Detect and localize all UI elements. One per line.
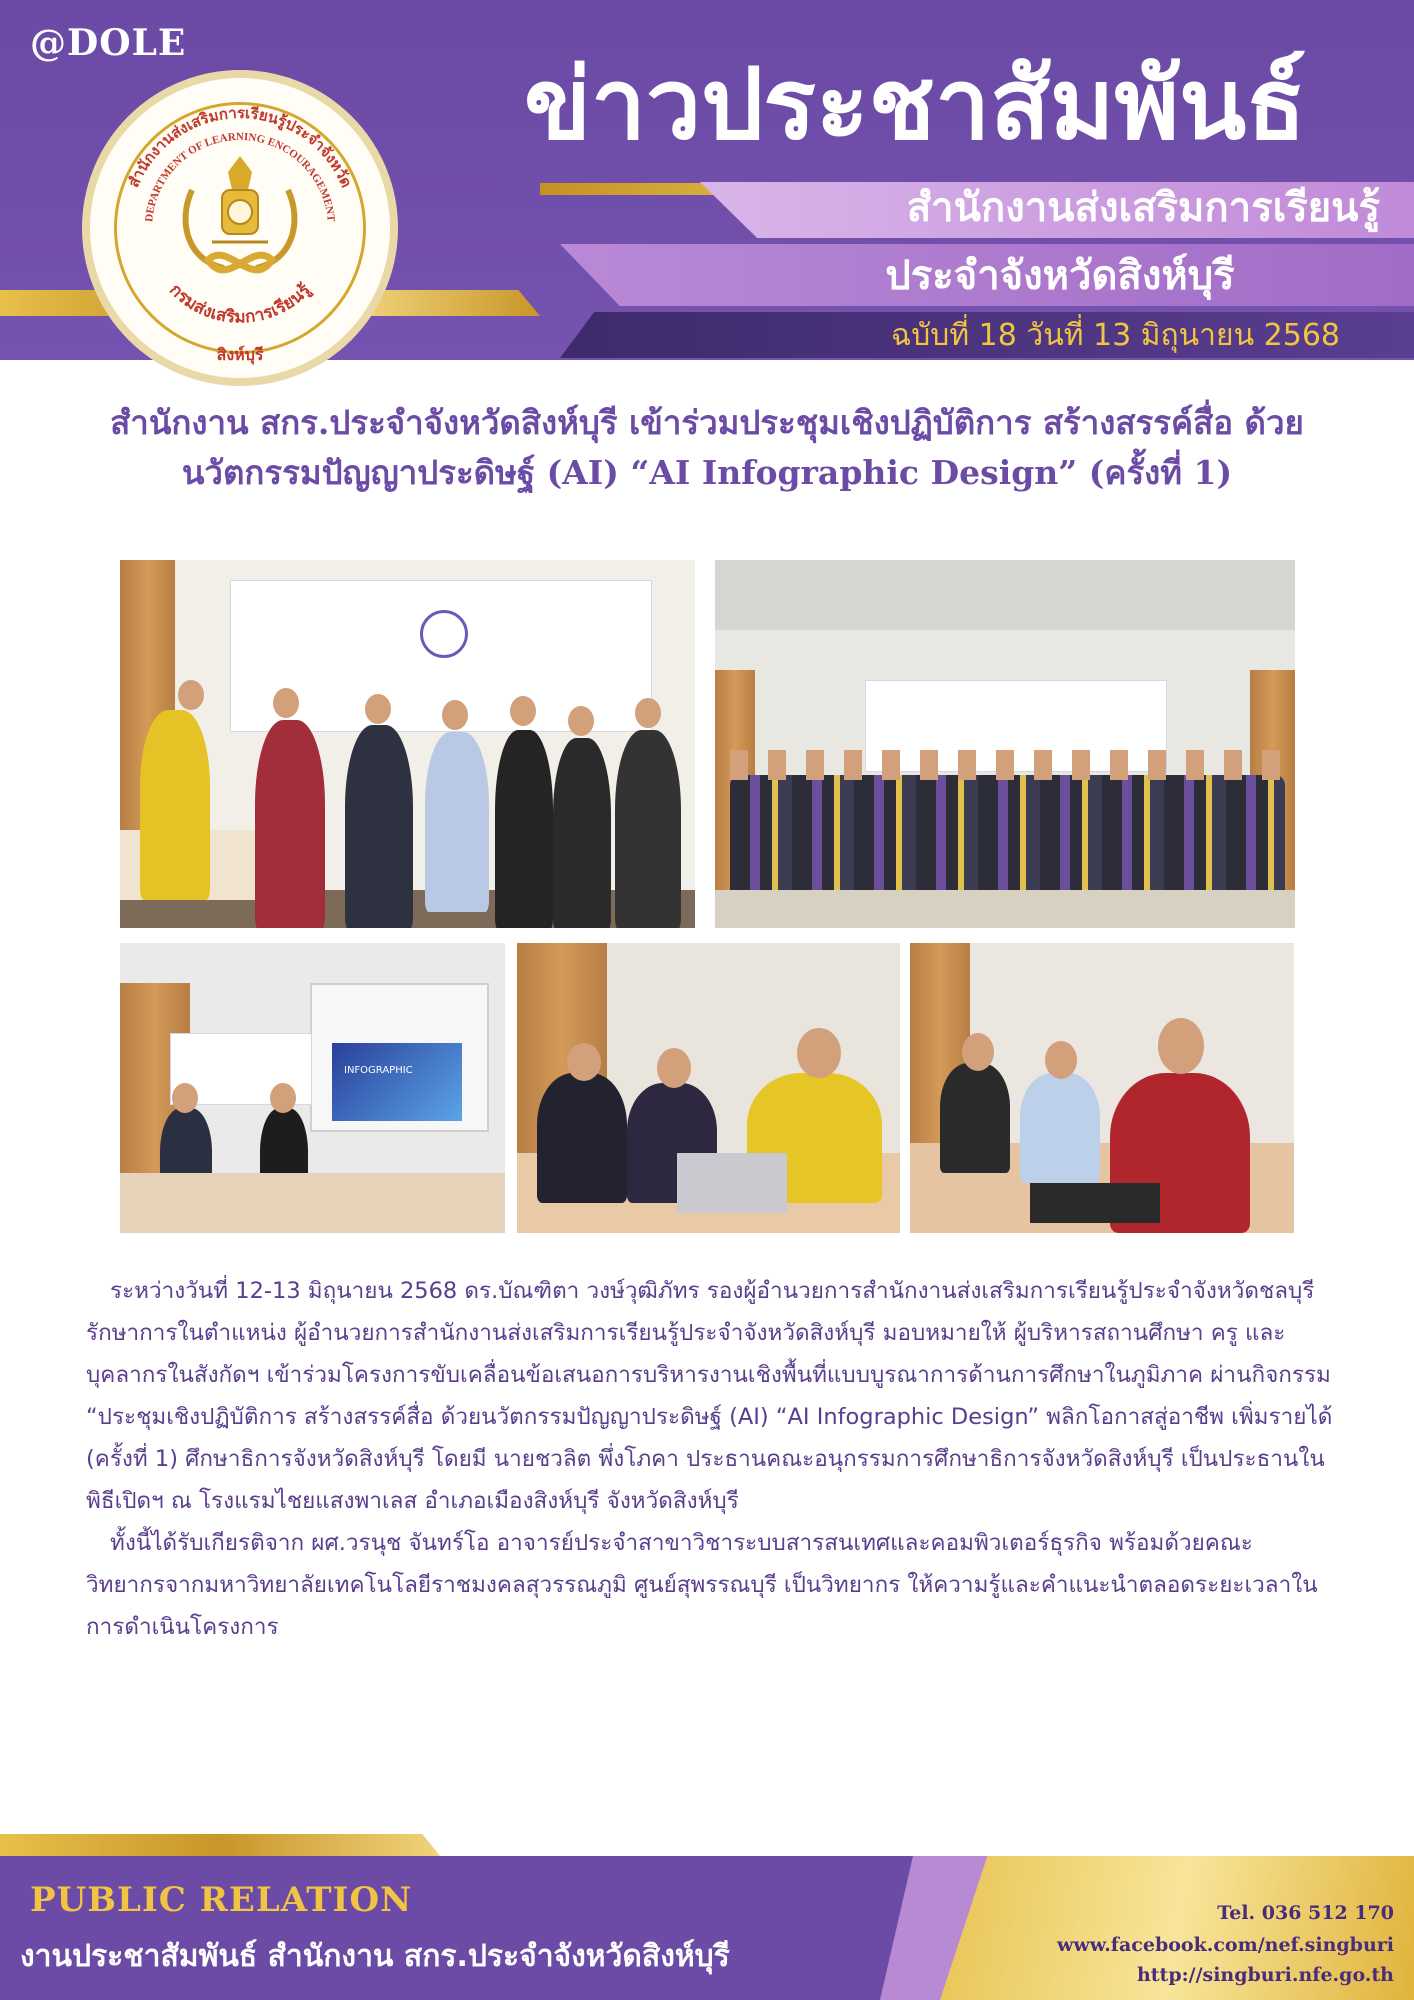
office-name-line2: ประจำจังหวัดสิงห์บุรี bbox=[885, 253, 1235, 299]
crest-emblem-icon bbox=[172, 150, 308, 300]
newsletter-title: ข่าวประชาสัมพันธ์ bbox=[524, 48, 1306, 162]
footer-label: PUBLIC RELATION bbox=[30, 1880, 413, 1920]
contact-phone: Tel. 036 512 170 bbox=[1217, 1902, 1394, 1924]
photo-participants-table bbox=[517, 943, 900, 1233]
seal-ring-text-english: DEPARTMENT OF LEARNING ENCOURAGEMENT bbox=[143, 130, 337, 223]
seal-province: สิงห์บุรี bbox=[216, 347, 264, 364]
photo-presentation bbox=[120, 943, 505, 1233]
office-name-line1: สำนักงานส่งเสริมการเรียนรู้ bbox=[906, 185, 1380, 231]
article-body bbox=[86, 1270, 1336, 1648]
contact-website-link[interactable]: http://singburi.nfe.go.th bbox=[1136, 1964, 1394, 1986]
footer-gold-bar bbox=[0, 1834, 440, 1856]
issue-info: ฉบับที่ 18 วันที่ 13 มิถุนายน 2568 bbox=[890, 318, 1340, 353]
photo-participants-group bbox=[910, 943, 1294, 1233]
photo-group-leaders bbox=[120, 560, 695, 928]
seal-dept-name: กรมส่งเสริมการเรียนรู้ bbox=[165, 280, 315, 327]
article-title: สำนักงาน สกร.ประจำจังหวัดสิงห์บุรี เข้าร่วมประชุมเชิงปฏิบัติการ สร้างสรรค์สื่อ ด้วยนวัตกรรมปัญญาประดิษฐ์ (AI) “AI Infographic Design” (ครั้งที่ 1) bbox=[110, 403, 1304, 492]
slide-title: INFOGRAPHIC bbox=[344, 1065, 413, 1076]
department-seal bbox=[82, 70, 398, 386]
photo-group-participants bbox=[715, 560, 1295, 928]
article-paragraph-1: ระหว่างวันที่ 12-13 มิถุนายน 2568 ดร.บัณฑิตา วงษ์วุฒิภัทร รองผู้อำนวยการสำนักงานส่งเสริมการเรียนรู้ประจำจังหวัดชลบุรี รักษาการในตำแหน่ง ผู้อำนวยการสำนักงานส่งเสริมการเรียนรู้ประจำจังหวัดสิงห์บุรี มอบหมายให้ ผู้บริหารสถานศึกษา ครู และบุคลากรในสังกัดฯ เข้าร่วมโครงการขับเคลื่อนข้อเสนอการบริหารงานเชิงพื้นที่แบบบูรณาการด้านการศึกษาในภูมิภาค ผ่านกิจกรรม “ประชุมเชิงปฏิบัติการ สร้างสรรค์สื่อ ด้วยนวัตกรรมปัญญาประดิษฐ์ (AI) “AI Infographic Design” พลิกโอกาสสู่อาชีพ เพิ่มรายได้ (ครั้งที่ 1) ศึกษาธิการจังหวัดสิงห์บุรี โดยมี นายชวลิต พึ่งโภคา ประธานคณะอนุกรรมการศึกษาธิการจังหวัดสิงห์บุรี เป็นประธานในพิธีเปิดฯ ณ โรงแรมไชยแสงพาเลส อำเภอเมืองสิงห์บุรี จังหวัดสิงห์บุรี bbox=[86, 1278, 1333, 1514]
seal-ring-text-thai: สำนักงานส่งเสริมการเรียนรู้ประจำจังหวัด bbox=[125, 105, 355, 191]
footer-subtitle: งานประชาสัมพันธ์ สำนักงาน สกร.ประจำจังหวัดสิงห์บุรี bbox=[20, 1939, 730, 1974]
social-handle: @DOLE bbox=[30, 22, 187, 64]
article-paragraph-2: ทั้งนี้ได้รับเกียรติจาก ผศ.วรนุช จันทร์โอ อาจารย์ประจำสาขาวิชาระบบสารสนเทศและคอมพิวเตอร์ธุรกิจ พร้อมด้วยคณะ วิทยากรจากมหาวิทยาลัยเทคโนโลยีราชมงคลสุวรรณภูมิ ศูนย์สุพรรณบุรี เป็นวิทยากร ให้ความรู้และคำแนะนำตลอดระยะเวลาในการดำเนินโครงการ bbox=[86, 1530, 1318, 1640]
contact-facebook-link[interactable]: www.facebook.com/nef.singburi bbox=[1057, 1934, 1394, 1956]
